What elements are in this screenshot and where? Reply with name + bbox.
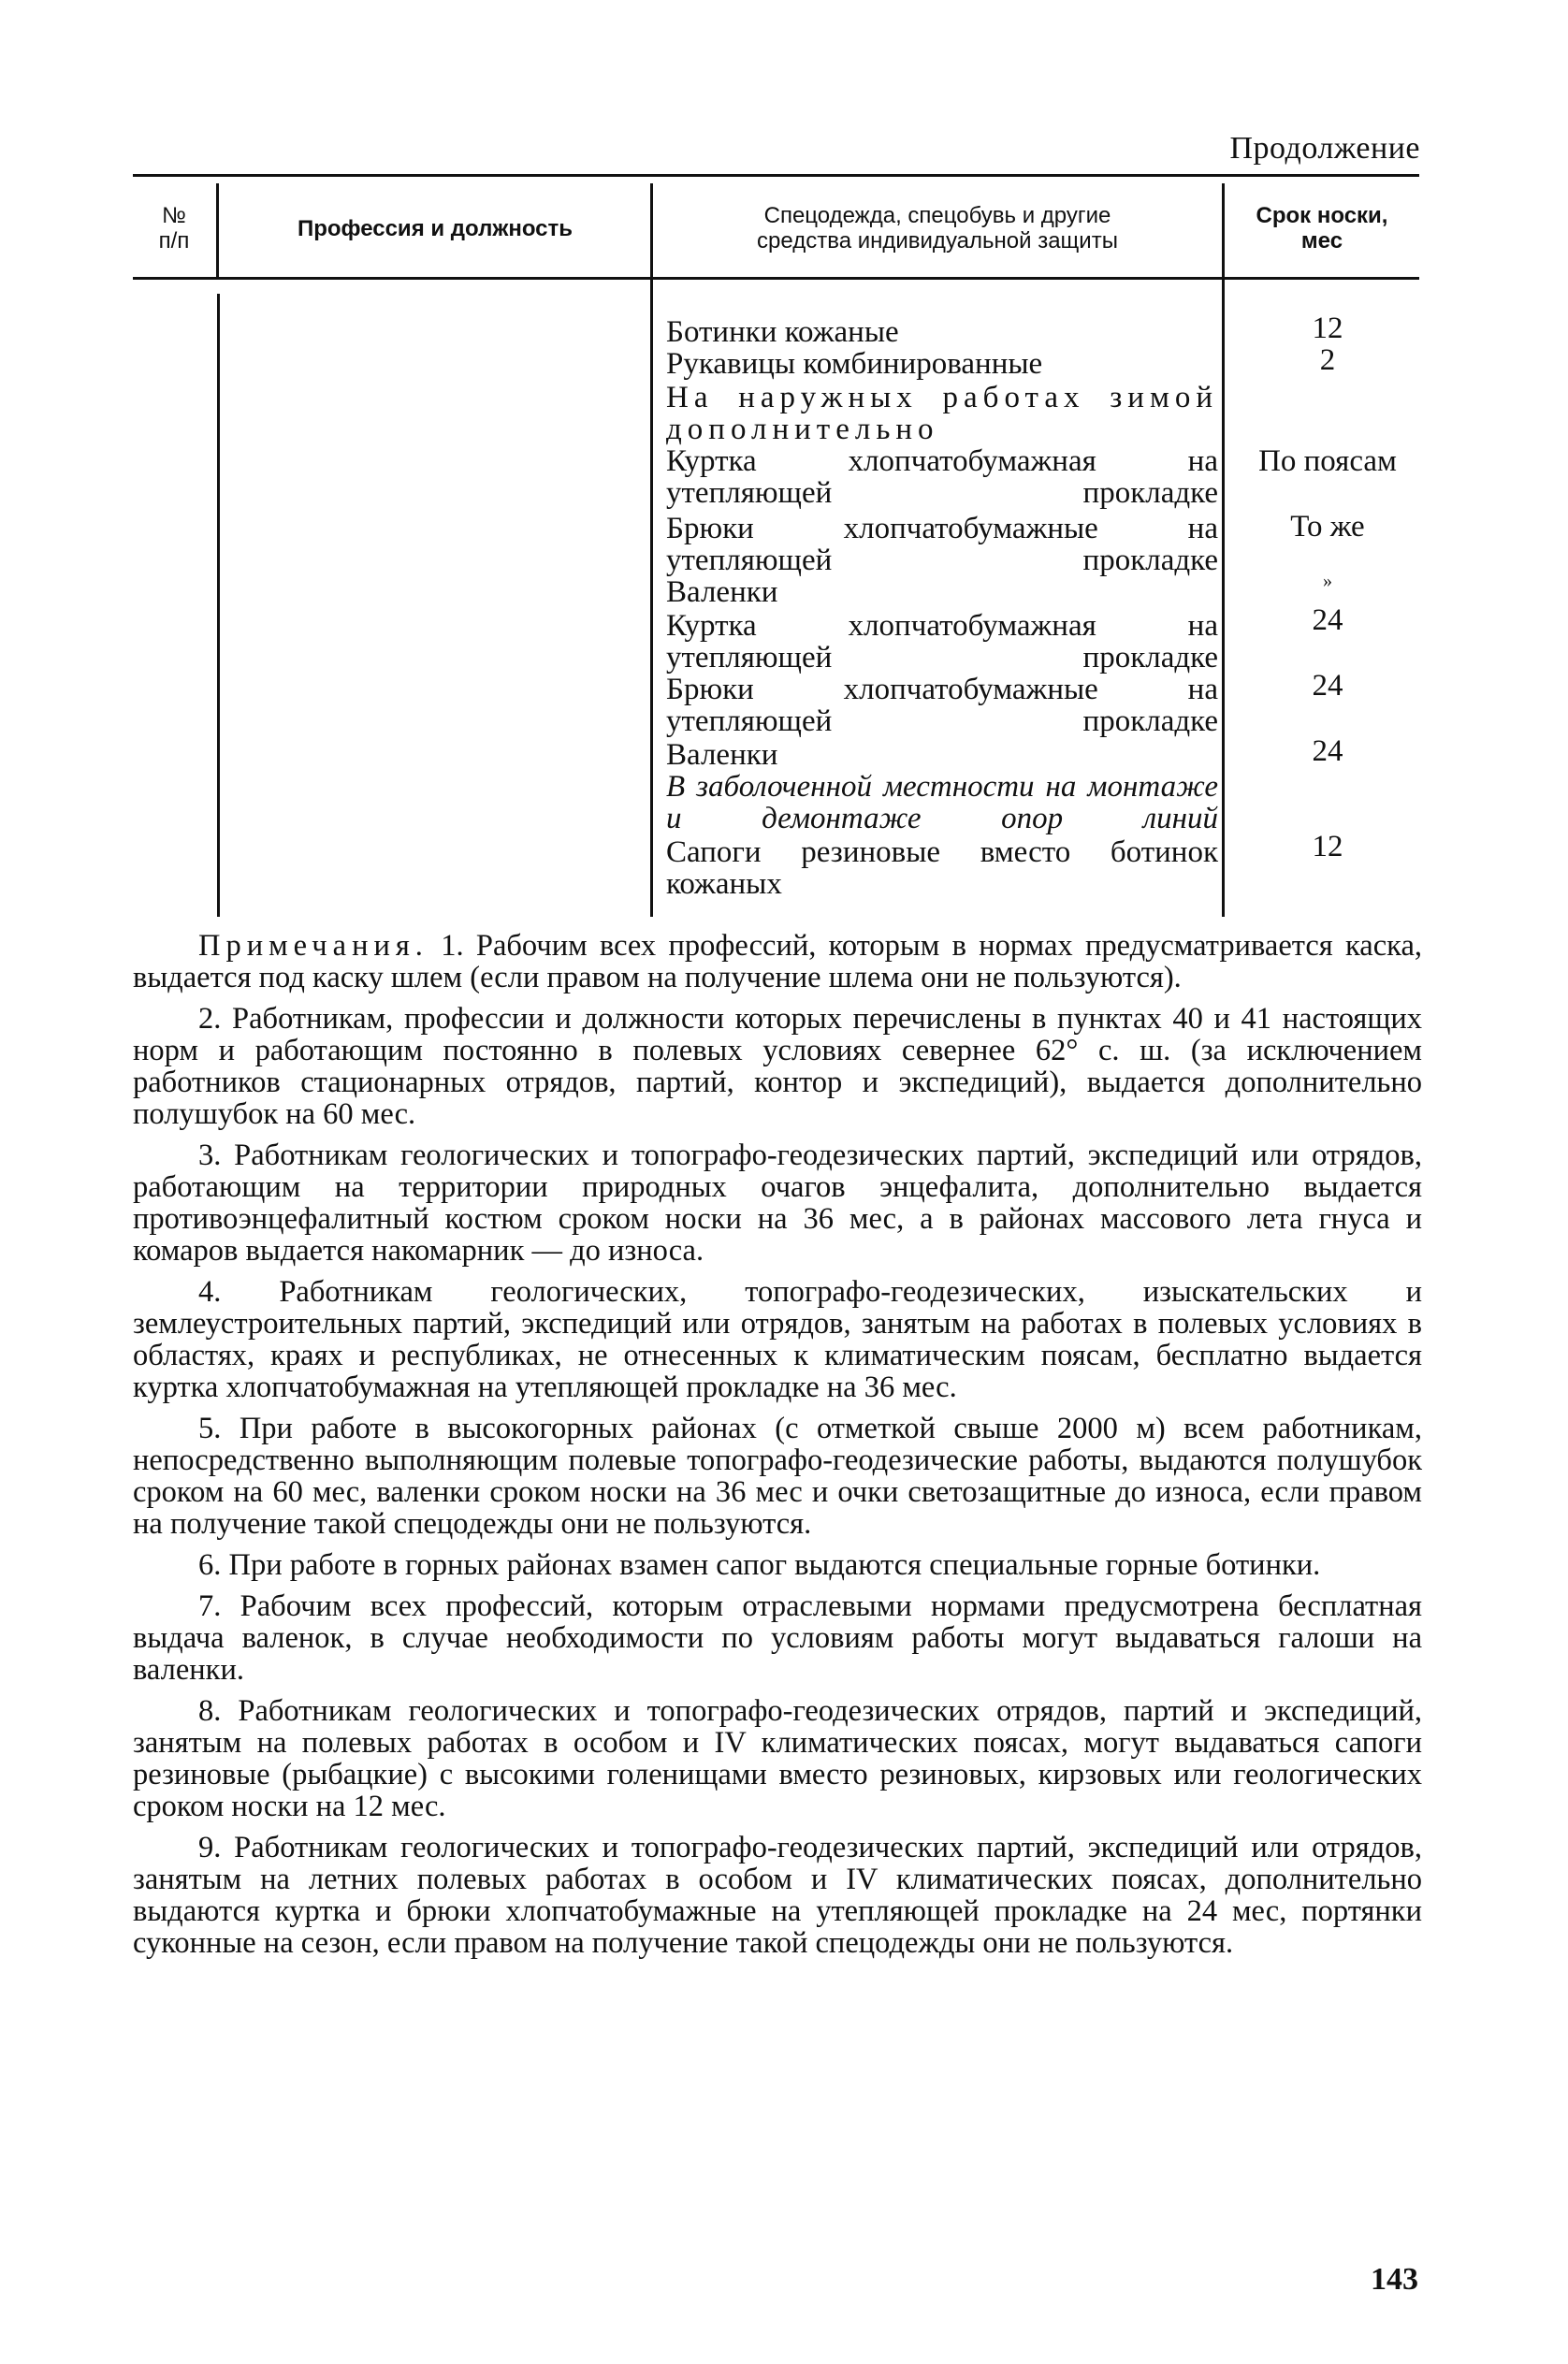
table-row-term: 24 bbox=[1312, 669, 1343, 703]
notes-heading: Примечания. bbox=[198, 929, 428, 963]
table-row-item: Куртка хлопчатобумажная на утепляющей прокладке bbox=[666, 444, 1218, 510]
table-row-term: 24 bbox=[1312, 603, 1343, 637]
table-row-item: В заболоченной местности на монтаже и демонтаже опор линий bbox=[666, 770, 1218, 835]
table-row-term: То же bbox=[1290, 510, 1365, 544]
table-row-term: 2 bbox=[1319, 343, 1336, 377]
note-6: 6. При работе в горных районах взамен сапог выдаются специальные горные ботинки. bbox=[198, 1548, 1321, 1582]
col-divider-1 bbox=[216, 183, 219, 277]
note-1 bbox=[133, 930, 1422, 993]
table-row-term: 12 bbox=[1312, 312, 1343, 345]
page-number: 143 bbox=[1371, 2262, 1418, 2297]
table-row-term: 24 bbox=[1312, 734, 1343, 768]
table-row-item: На наружных работах зимой дополнительно bbox=[666, 381, 1218, 446]
col-divider-3 bbox=[650, 183, 653, 917]
table-row-item: Валенки bbox=[666, 575, 778, 609]
notes-section bbox=[133, 930, 1422, 1968]
table-row-term: » bbox=[1323, 571, 1332, 591]
note-2: 2. Работникам, профессии и должности которых перечислены в пунктах 40 и 41 настоящих норм и работающим постоянно в полевых условиях севернее 62° с. ш. (за исключением работников стационарных отрядов, партий, контор и экспедиций), выдается дополнительно полушубок на 60 мес. bbox=[133, 1002, 1422, 1131]
header-term: Срок носки, мес bbox=[1256, 203, 1388, 254]
note-9: 9. Работникам геологических и топографо-геодезических партий, экспедиций или отрядов, занятым на летних полевых работах в особом и IV климатических поясах, дополнительно выдаются куртка и брюки хлопчатобумажные на утепляющей прокладке на 24 мес, портянки суконные на сезон, если правом на получение такой спецодежды они не пользуются. bbox=[133, 1831, 1422, 1960]
table-top-rule bbox=[133, 174, 1419, 177]
note-5: 5. При работе в высокогорных районах (с отметкой свыше 2000 м) всем работникам, непосредственно выполняющим полевые топографо-геодезические работы, выдаются полушубок сроком на 60 мес, валенки сроком носки на 36 мес и очки светозащитные до износа, если правом на получение такой спецодежды они не пользуются. bbox=[133, 1412, 1422, 1541]
note-text: 1. Рабочим всех профессий, которым в нормах предусматривается каска, выдается под каску шлем (если правом на получение шлема они не пользуются). bbox=[133, 929, 1423, 994]
table-header-rule bbox=[133, 277, 1419, 280]
table-row-item: Валенки bbox=[666, 738, 778, 772]
header-equipment: Спецодежда, спецобувь и другие средства индивидуальной защиты bbox=[757, 203, 1118, 254]
continued-label: Продолжение bbox=[1229, 131, 1420, 166]
header-num: № п/п bbox=[158, 203, 190, 254]
note-8: 8. Работникам геологических и топографо-геодезических отрядов, партий и экспедиций, занятым на полевых работах в особом и IV климатических поясах, могут выдаваться сапоги резиновые (рыбацкие) с высокими голенищами вместо резиновых, кирзовых или геологических сроком носки на 12 мес. bbox=[133, 1694, 1422, 1823]
header-profession: Профессия и должность bbox=[297, 215, 573, 241]
table-row-item: Рукавицы комбинированные bbox=[666, 347, 1043, 381]
col-divider-2 bbox=[217, 294, 220, 917]
table-row-item: Ботинки кожаные bbox=[666, 315, 899, 349]
note-4: 4. Работникам геологических, топографо-геодезических, изыскательских и землеустроительных партий, экспедиций или отрядов, занятым на работах в полевых условиях в областях, краях и республиках, не отнесенных к климатическим поясам, бесплатно выдается куртка хлопчатобумажная на утепляющей прокладке на 36 мес. bbox=[133, 1275, 1422, 1404]
table-row-item: Сапоги резиновые вместо ботинок кожаных bbox=[666, 835, 1218, 901]
table-row-item: Куртка хлопчатобумажная на утепляющей прокладке bbox=[666, 609, 1218, 674]
table-row-term: По поясам bbox=[1258, 444, 1397, 478]
note-7: 7. Рабочим всех профессий, которым отраслевыми нормами предусмотрена бесплатная выдача валенок, в случае необходимости по условиям работы могут выдаваться галоши на валенки. bbox=[133, 1589, 1422, 1687]
note-3: 3. Работникам геологических и топографо-геодезических партий, экспедиций или отрядов, работающим на территории природных очагов энцефалита, дополнительно выдается противоэнцефалитный костюм сроком носки на 36 мес, а в районах массового лета гнуса и комаров выдается накомарник — до износа. bbox=[133, 1138, 1422, 1268]
equipment-table bbox=[133, 174, 1419, 919]
table-row-term: 12 bbox=[1312, 830, 1343, 863]
table-row-item: Брюки хлопчатобумажные на утепляющей прокладке bbox=[666, 512, 1218, 577]
col-divider-4 bbox=[1222, 183, 1225, 917]
table-row-item: Брюки хлопчатобумажные на утепляющей прокладке bbox=[666, 673, 1218, 738]
